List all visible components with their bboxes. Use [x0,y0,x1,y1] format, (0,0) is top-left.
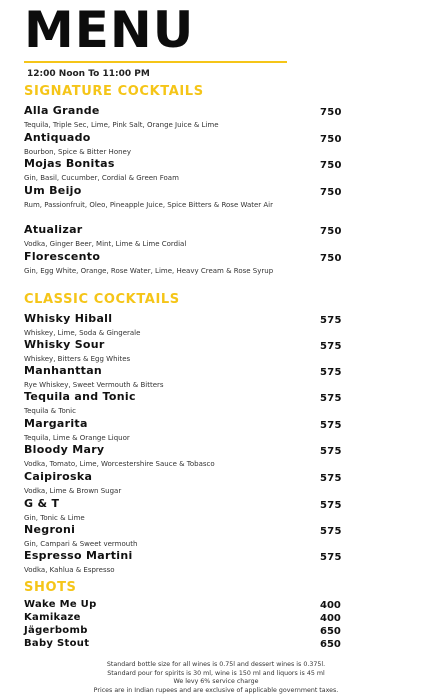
shot-name: Baby Stout [24,638,90,649]
shots-heading: SHOTS [24,580,77,595]
opening-hours: 12:00 Noon To 11:00 PM [27,69,150,79]
menu-item [24,470,342,496]
item-name: Um Beijo [24,184,82,197]
item-name: Alla Grande [24,104,100,117]
menu-item [24,184,342,210]
item-name: Margarita [24,417,88,430]
item-description: Tequila, Lime & Orange Liquor [24,434,130,442]
item-description: Rye Whiskey, Sweet Vermouth & Bitters [24,381,164,389]
menu-item [24,443,342,469]
signature-cocktails-heading: SIGNATURE COCKTAILS [24,84,204,99]
shot-price: 650 [320,626,341,637]
item-name: Negroni [24,523,76,536]
item-description: Vodka, Lime & Brown Sugar [24,487,122,495]
item-price: 575 [320,473,342,484]
item-name: Caipiroska [24,470,93,483]
item-description: Tequila & Tonic [24,407,76,415]
item-price: 750 [320,107,342,118]
item-price: 750 [320,253,342,264]
menu-item [24,390,342,416]
item-price: 750 [320,134,342,145]
menu-title: MENU [24,1,195,59]
item-description: Gin, Basil, Cucumber, Cordial & Green Foam [24,174,179,182]
item-description: Tequila, Triple Sec, Lime, Pink Salt, Orange Juice & Lime [24,121,219,129]
item-price: 575 [320,420,342,431]
footnote-pour-size: Standard pour for spirits is 30 ml, wine is 150 ml and liquors is 45 ml [107,669,325,677]
item-price: 750 [320,187,342,198]
item-description: Vodka, Ginger Beer, Mint, Lime & Lime Cordial [24,240,187,248]
menu-item [24,104,342,130]
menu-item [24,364,342,390]
item-price: 575 [320,526,342,537]
item-description: Gin, Campari & Sweet vermouth [24,540,138,548]
menu-item [24,223,342,249]
shot-name: Wake Me Up [24,599,97,610]
item-price: 575 [320,341,342,352]
item-price: 575 [320,500,342,511]
footnote-wine-size: Standard bottle size for all wines is 0.75l and dessert wines is 0.375l. [106,661,326,668]
item-name: Bloody Mary [24,443,105,456]
menu-item [24,549,342,575]
shot-price: 400 [320,600,341,611]
item-price: 750 [320,160,342,171]
shot-price: 400 [320,613,341,624]
item-name: Tequila and Tonic [24,390,136,403]
item-name: G & T [24,497,60,510]
item-name: Mojas Bonitas [24,157,115,170]
item-description: Vodka, Kahlua & Espresso [24,566,115,574]
footnote-service-charge: We levy 6% service charge [173,678,259,686]
item-price: 750 [320,226,342,237]
item-description: Whiskey, Bitters & Egg Whites [24,355,131,363]
menu-item [24,523,342,549]
item-price: 575 [320,367,342,378]
footnote-taxes: Prices are in Indian rupees and are exclusive of applicable government taxes. [93,686,339,694]
item-description: Bourbon, Spice & Bitter Honey [24,148,131,156]
item-price: 575 [320,446,342,457]
item-description: Rum, Passionfruit, Oleo, Pineapple Juice, Spice Bitters & Rose Water Air [24,201,274,209]
item-description: Gin, Egg White, Orange, Rose Water, Lime, Heavy Cream & Rose Syrup [24,267,274,275]
item-name: Whisky Hiball [24,312,113,325]
title-underline [24,61,287,63]
menu-item [24,250,342,276]
menu-item [24,312,342,338]
menu-item [24,338,342,364]
shot-price: 650 [320,639,341,650]
shot-name: Kamikaze [24,612,81,623]
item-name: Manhanttan [24,364,103,377]
item-name: Atualizar [24,223,83,236]
footnotes [20,661,412,695]
shot-name: Jägerbomb [24,625,88,636]
item-price: 575 [320,393,342,404]
item-description: Gin, Tonic & Lime [24,514,85,522]
menu-item [24,157,342,183]
item-price: 575 [320,315,342,326]
item-name: Espresso Martini [24,549,133,562]
menu-item [24,131,342,157]
item-price: 575 [320,552,342,563]
menu-item [24,497,342,523]
item-name: Whisky Sour [24,338,105,351]
menu-item [24,417,342,443]
item-description: Vodka, Tomato, Lime, Worcestershire Sauce & Tobasco [24,460,215,468]
item-name: Antiquado [24,131,91,144]
item-description: Whiskey, Lime, Soda & Gingerale [24,329,141,337]
item-name: Florescento [24,250,101,263]
classic-cocktails-heading: CLASSIC COCKTAILS [24,292,180,307]
